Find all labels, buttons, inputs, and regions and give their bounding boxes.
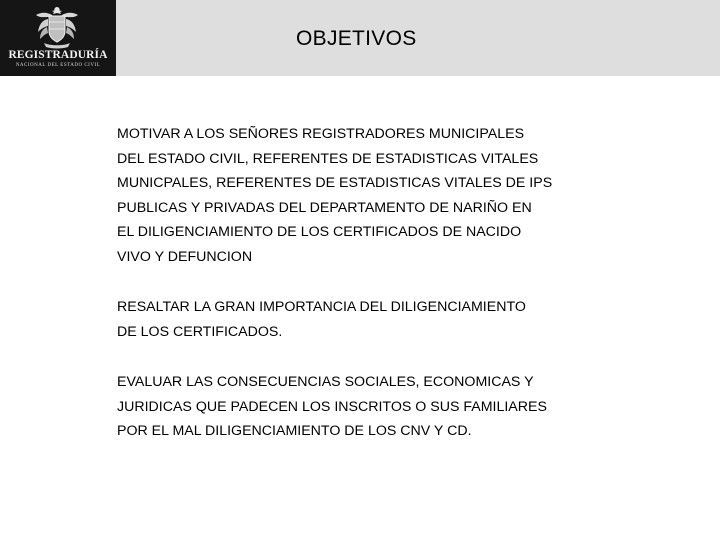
- objectives-list: [117, 122, 637, 470]
- objective-line: RESALTAR LA GRAN IMPORTANCIA DEL DILIGENCIAMIENTO: [117, 299, 526, 315]
- logo-subtitle: NACIONAL DEL ESTADO CIVIL: [15, 63, 101, 68]
- objective-line: EVALUAR LAS CONSECUENCIAS SOCIALES, ECONOMICAS Y: [117, 374, 534, 390]
- objective-line: EL DILIGENCIAMIENTO DE LOS CERTIFICADOS DE NACIDO: [117, 224, 522, 240]
- objective-line: PUBLICAS Y PRIVADAS DEL DEPARTAMENTO DE NARIÑO EN: [117, 199, 532, 216]
- objective-line: VIVO Y DEFUNCION: [117, 248, 253, 265]
- objective-paragraph: [117, 295, 637, 344]
- objective-line: JURIDICAS QUE PADECEN LOS INSCRITOS O SUS FAMILIARES: [117, 398, 547, 415]
- objective-paragraph: [117, 370, 637, 444]
- objective-line: MOTIVAR A LOS SEÑORES REGISTRADORES MUNICIPALES: [117, 126, 525, 142]
- objective-line: DEL ESTADO CIVIL, REFERENTES DE ESTADISTICAS VITALES: [117, 150, 539, 167]
- registraduria-logo: [0, 0, 116, 76]
- objective-line: POR EL MAL DILIGENCIAMIENTO DE LOS CNV Y CD.: [117, 423, 472, 439]
- page-title: OBJETIVOS: [296, 27, 417, 50]
- logo-name: REGISTRADURÍA: [8, 49, 108, 61]
- coat-of-arms-icon: [32, 5, 82, 49]
- objective-line: DE LOS CERTIFICADOS.: [117, 323, 283, 340]
- objective-line: MUNICPALES, REFERENTES DE ESTADISTICAS VITALES DE IPS: [117, 175, 553, 191]
- objective-paragraph: [117, 122, 637, 269]
